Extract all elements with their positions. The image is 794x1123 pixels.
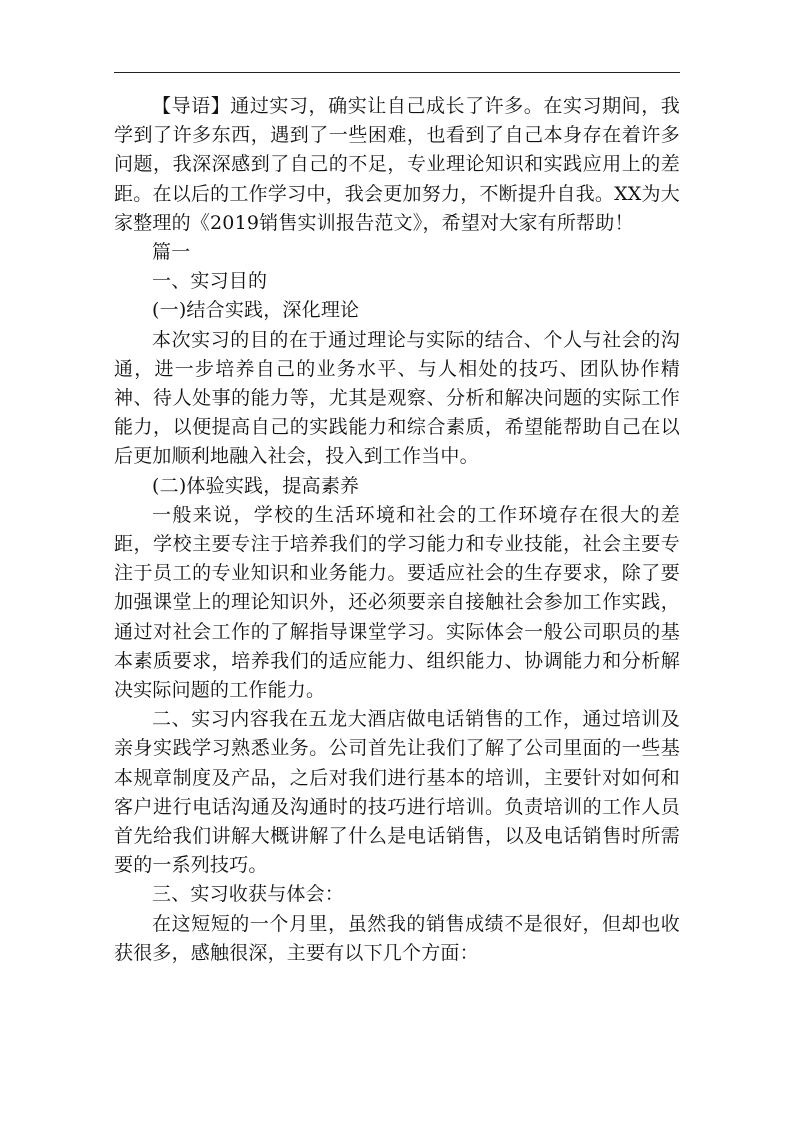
chapter-heading: 篇一 bbox=[152, 241, 191, 264]
header-rule bbox=[114, 72, 680, 73]
subsection-2-title: (二)体验实践，提高素养 bbox=[152, 474, 360, 497]
section-3-body: 在这短短的一个月里，虽然我的销售成绩不是很好，但却也收获很多，感触很深，主要有以下几个方面： bbox=[114, 912, 680, 964]
subsection-1-title: (一)结合实践，深化理论 bbox=[152, 299, 360, 322]
subsection-2-body: 一般来说，学校的生活环境和社会的工作环境存在很大的差距，学校主要专注于培养我们的学习能力和专业技能，社会主要专注于员工的专业知识和业务能力。要适应社会的生存要求，除了要加强课堂上的理论知识外，还必须要亲自接触社会参加工作实践，通过对社会工作的了解指导课堂学习。实际体会一般公司职员的基本素质要求，培养我们的适应能力、组织能力、协调能力和分析解决实际问题的工作能力。 bbox=[114, 503, 680, 702]
section-3-title: 三、实习收获与体会： bbox=[152, 883, 345, 906]
document-body bbox=[114, 92, 680, 968]
section-1-title: 一、实习目的 bbox=[152, 270, 268, 293]
subsection-1-body: 本次实习的目的在于通过理论与实际的结合、个人与社会的沟通，进一步培养自己的业务水平、与人相处的技巧、团队协作精神、待人处事的能力等，尤其是观察、分析和解决问题的实际工作能力，以便提高自己的实践能力和综合素质，希望能帮助自己在以后更加顺利地融入社会，投入到工作当中。 bbox=[114, 328, 680, 468]
intro-paragraph: 【导语】通过实习，确实让自己成长了许多。在实习期间，我学到了许多东西，遇到了一些困难，也看到了自己本身存在着许多问题，我深深感到了自己的不足，专业理论知识和实践应用上的差距。在以后的工作学习中，我会更加努力，不断提升自我。XX为大家整理的《2019销售实训报告范文》，希望对大家有所帮助！ bbox=[114, 95, 680, 234]
section-2-body: 二、实习内容我在五龙大酒店做电话销售的工作，通过培训及亲身实践学习熟悉业务。公司首先让我们了解了公司里面的一些基本规章制度及产品，之后对我们进行基本的培训，主要针对如何和客户进行电话沟通及沟通时的技巧进行培训。负责培训的工作人员首先给我们讲解大概讲解了什么是电话销售，以及电话销售时所需要的一系列技巧。 bbox=[114, 708, 680, 877]
